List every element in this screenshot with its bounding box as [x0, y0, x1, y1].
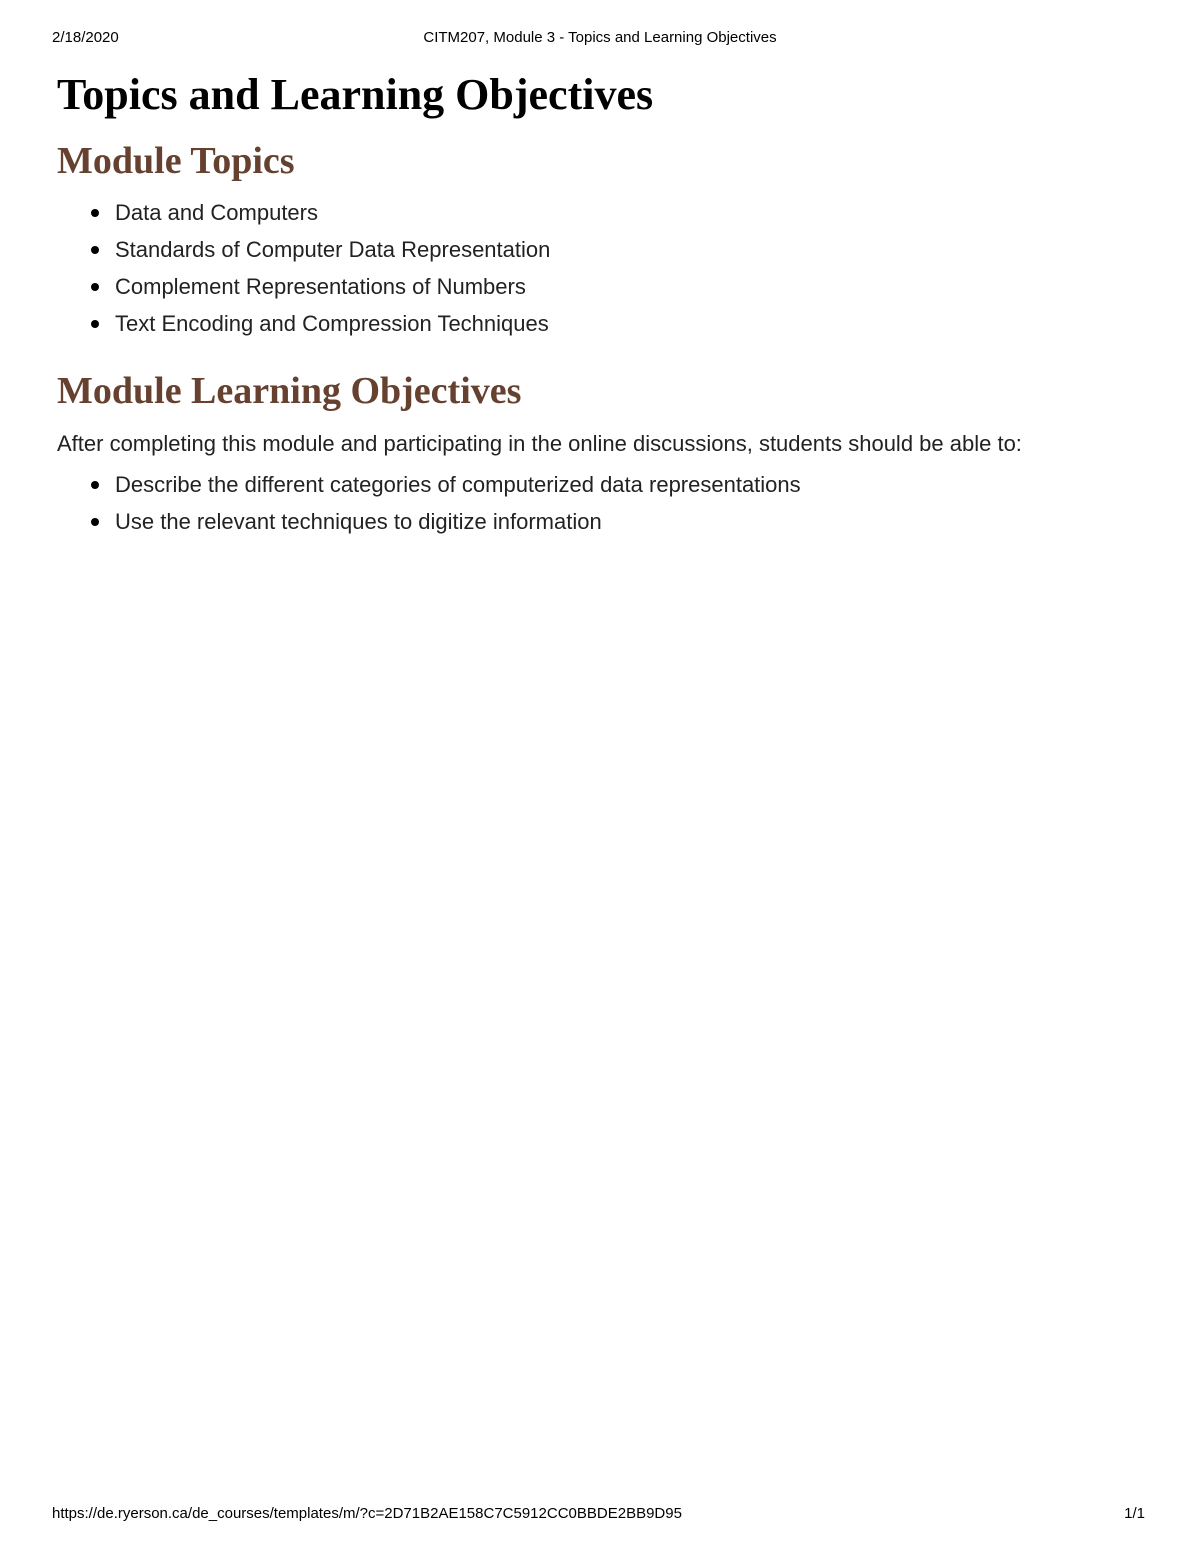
bullet-icon: [91, 481, 99, 489]
list-item-text: Describe the different categories of computerized data representations: [115, 472, 801, 497]
list-item: [115, 466, 1140, 503]
list-item-text: Text Encoding and Compression Techniques: [115, 311, 549, 336]
module-objectives-list: [57, 466, 1140, 540]
print-document-title: CITM207, Module 3 - Topics and Learning Objectives: [423, 29, 777, 46]
module-topics-heading: Module Topics: [57, 140, 295, 182]
list-item-text: Data and Computers: [115, 200, 318, 225]
module-topics-list: [57, 194, 1140, 342]
module-objectives-heading: Module Learning Objectives: [57, 370, 522, 412]
list-item-text: Complement Representations of Numbers: [115, 274, 526, 299]
print-header: [52, 29, 1148, 49]
list-item-text: Use the relevant techniques to digitize information: [115, 509, 602, 534]
print-url: https://de.ryerson.ca/de_courses/templates/m/?c=2D71B2AE158C7C5912CC0BBDE2BB9D95: [52, 1505, 682, 1522]
bullet-icon: [91, 209, 99, 217]
bullet-icon: [91, 246, 99, 254]
list-item: [115, 231, 1140, 268]
list-item-text: Standards of Computer Data Representation: [115, 237, 551, 262]
page-number: 1/1: [1124, 1505, 1145, 1522]
list-item: [115, 503, 1140, 540]
list-item: [115, 305, 1140, 342]
bullet-icon: [91, 518, 99, 526]
print-date: 2/18/2020: [52, 29, 119, 46]
list-item: [115, 268, 1140, 305]
objectives-intro: After completing this module and participating in the online discussions, students should be able to:: [57, 431, 1022, 456]
print-footer: [52, 1505, 1145, 1525]
list-item: [115, 194, 1140, 231]
bullet-icon: [91, 320, 99, 328]
page-content: [57, 66, 1140, 540]
bullet-icon: [91, 283, 99, 291]
page-title: Topics and Learning Objectives: [57, 70, 654, 119]
